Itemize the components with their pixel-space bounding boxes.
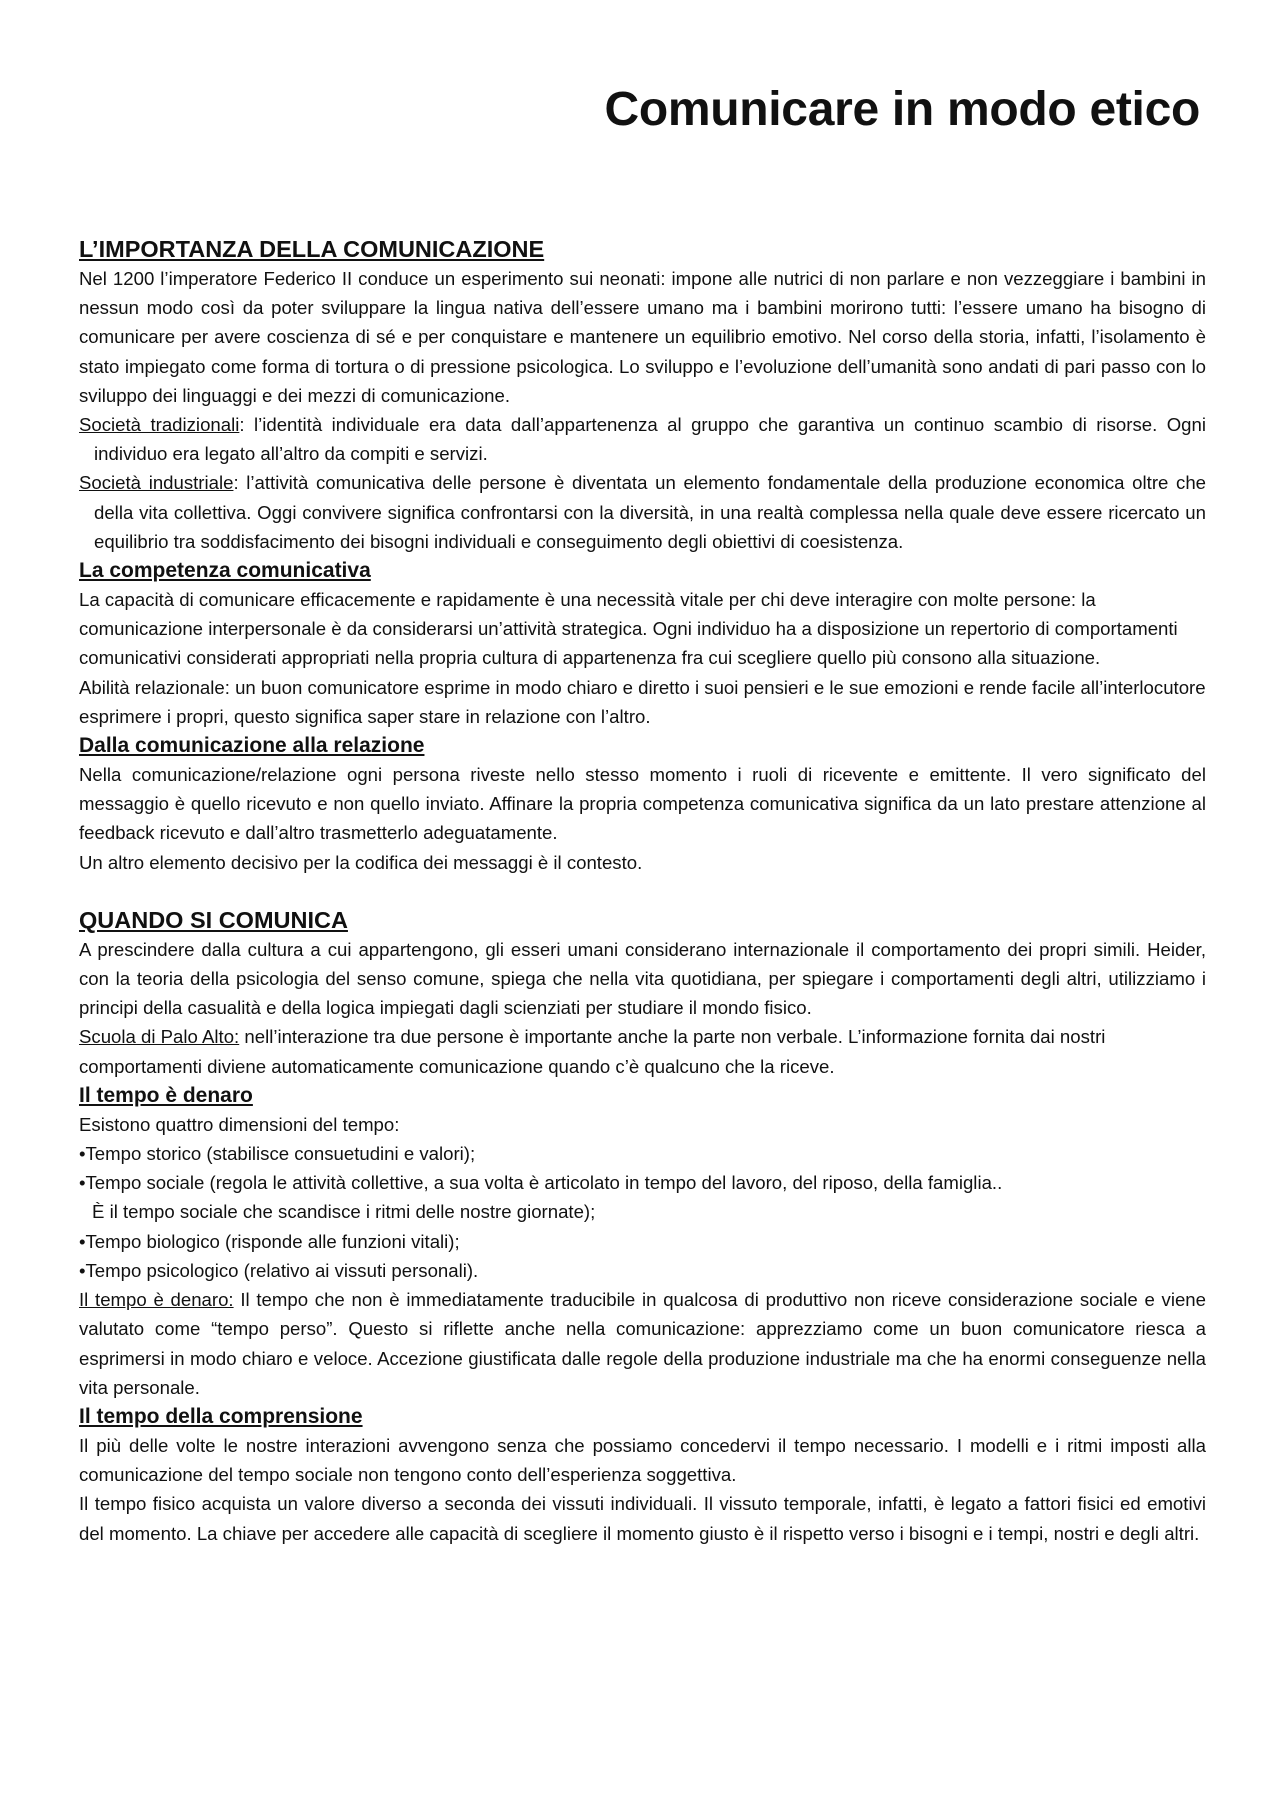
list-item <box>79 1139 1206 1168</box>
paragraph-relazione-2: Un altro elemento decisivo per la codifica dei messaggi è il contesto. <box>79 851 643 873</box>
list-item <box>79 1227 1206 1256</box>
section-heading-quando: QUANDO SI COMUNICA <box>79 906 348 933</box>
term-palo-alto: Scuola di Palo Alto: <box>79 1026 240 1048</box>
paragraph-comprensione-1: Il più delle volte le nostre interazioni avvengono senza che possiamo concedervi il tempo necessario. I modelli e i ritmi imposti alla comunicazione del tempo sociale non tengono conto dell’esperienza soggettiva. <box>79 1434 1206 1486</box>
paragraph-heider: A prescindere dalla cultura a cui appartengono, gli esseri umani considerano internazionale il comportamento dei propri simili. Heider, con la teoria della psicologia del senso comune, spiega che nella vita quotidiana, per spiegare i comportamenti degli altri, utilizziamo i principi della casualità e della logica impiegati dagli scienziati per studiare il mondo fisico. <box>79 938 1206 1019</box>
paragraph-federico: Nel 1200 l’imperatore Federico II conduce un esperimento sui neonati: impone alle nutrici di non parlare e non vezzeggiare i bambini in nessun modo così da poter sviluppare la lingua nativa dell’essere umano ma i bambini morirono tutti: l’essere umano ha bisogno di comunicare per avere coscienza di sé e per conquistare e mantenere un equilibrio emotivo. Nel corso della storia, infatti, l’isolamento è stato impiegato come forma di tortura o di pressione psicologica. Lo sviluppo e l’evoluzione dell’umanità sono andati di pari passo con lo sviluppo dei linguaggi e dei mezzi di comunicazione. <box>79 268 1206 406</box>
term-societa-tradizionali: Società tradizionali <box>79 414 240 436</box>
section-competenza <box>79 556 1206 731</box>
section-quando <box>79 906 1206 1081</box>
section-heading-denaro: Il tempo è denaro <box>79 1083 253 1107</box>
term-societa-industriale: Società industriale <box>79 472 234 494</box>
bullet-icon: • <box>79 1172 86 1194</box>
term-tempo-denaro: Il tempo è denaro: <box>79 1289 234 1311</box>
section-comprensione <box>79 1402 1206 1548</box>
section-importanza <box>79 235 1206 556</box>
bullet-icon: • <box>79 1259 86 1281</box>
paragraph-competenza-1: La capacità di comunicare efficacemente e rapidamente è una necessità vitale per chi deve interagire con molte persone: la comunicazione interpersonale è da considerarsi un’attività strategica. Ogni individuo ha a disposizione un repertorio di comportamenti comunicativi considerati appropriati nella propria cultura di appartenenza fra cui scegliere quello più consono alla situazione. <box>79 589 1178 669</box>
time-dimensions-list <box>79 1139 1206 1285</box>
paragraph-societa-tradizionali <box>79 410 1206 468</box>
text-tempo-denaro: Il tempo che non è immediatamente traducibile in qualcosa di produttivo non riceve considerazione sociale e viene valutato come “tempo perso”. Questo si riflette anche nella comunicazione: apprezziamo come un buon comunicatore riesca a esprimersi in modo chiaro e veloce. Accezione giustificata dalle regole della produzione industriale ma che ha enormi conseguenze nella vita personale. <box>79 1289 1206 1398</box>
list-item-text: Tempo storico (stabilisce consuetudini e valori); <box>85 1143 476 1165</box>
paragraph-palo-alto <box>79 1022 1206 1080</box>
list-item-text: Tempo biologico (risponde alle funzioni vitali); <box>85 1230 460 1252</box>
document-body <box>79 235 1206 1548</box>
paragraph-competenza-2: Abilità relazionale: un buon comunicatore esprime in modo chiaro e diretto i suoi pensieri e le sue emozioni e rende facile all’interlocutore esprimere i propri, questo significa saper stare in relazione con l’altro. <box>79 676 1206 727</box>
paragraph-societa-industriale <box>79 468 1206 556</box>
section-heading-comprensione: Il tempo della comprensione <box>79 1404 363 1428</box>
list-item-text: Tempo psicologico (relativo ai vissuti personali). <box>85 1259 479 1281</box>
list-item-continuation: È il tempo sociale che scandisce i ritmi delle nostre giornate); <box>92 1201 596 1223</box>
section-denaro <box>79 1081 1206 1402</box>
section-heading-importanza: L’IMPORTANZA DELLA COMUNICAZIONE <box>79 236 545 262</box>
bullet-icon: • <box>79 1230 86 1252</box>
list-item <box>79 1168 1206 1226</box>
section-heading-relazione: Dalla comunicazione alla relazione <box>79 734 425 758</box>
spacer <box>79 877 1206 906</box>
section-relazione <box>79 731 1206 877</box>
list-item-text: Tempo sociale (regola le attività collettive, a sua volta è articolato in tempo del lavoro, del riposo, della famiglia.. <box>85 1172 1003 1194</box>
text-palo-alto: nell’interazione tra due persone è importante anche la parte non verbale. L’informazione fornita dai nostri comportamenti diviene automaticamente comunicazione quando c’è qualcuno che la riceve. <box>79 1026 1106 1077</box>
bullet-icon: • <box>79 1143 86 1165</box>
paragraph-comprensione-2: Il tempo fisico acquista un valore diverso a seconda dei vissuti individuali. Il vissuto temporale, infatti, è legato a fattori fisici ed emotivi del momento. La chiave per accedere alle capacità di scegliere il momento giusto è il rispetto verso i bisogni e i tempi, nostri e degli altri. <box>79 1493 1206 1544</box>
paragraph-dimensioni-intro: Esistono quattro dimensioni del tempo: <box>79 1113 400 1135</box>
paragraph-relazione-1: Nella comunicazione/relazione ogni persona riveste nello stesso momento i ruoli di ricevente e emittente. Il vero significato del messaggio è quello ricevuto e non quello inviato. Affinare la propria competenza comunicativa significa da un lato prestare attenzione al feedback ricevuto e dall’altro trasmetterlo adeguatamente. <box>79 764 1206 844</box>
paragraph-tempo-denaro <box>79 1285 1206 1402</box>
list-item <box>79 1256 1206 1285</box>
text-societa-tradizionali: : l’identità individuale era data dall’appartenenza al gruppo che garantiva un continuo scambio di risorse. Ogni individuo era legato all’altro da compiti e servizi. <box>94 414 1206 465</box>
document-title: Comunicare in modo etico <box>604 83 1200 136</box>
section-heading-competenza: La competenza comunicativa <box>79 559 371 583</box>
text-societa-industriale: : l’attività comunicativa delle persone è diventata un elemento fondamentale della produzione economica oltre che della vita collettiva. Oggi convivere significa confrontarsi con la diversità, in una realtà complessa nella quale deve essere ricercato un equilibrio tra soddisfacimento dei bisogni individuali e conseguimento degli obiettivi di coesistenza. <box>94 472 1207 552</box>
